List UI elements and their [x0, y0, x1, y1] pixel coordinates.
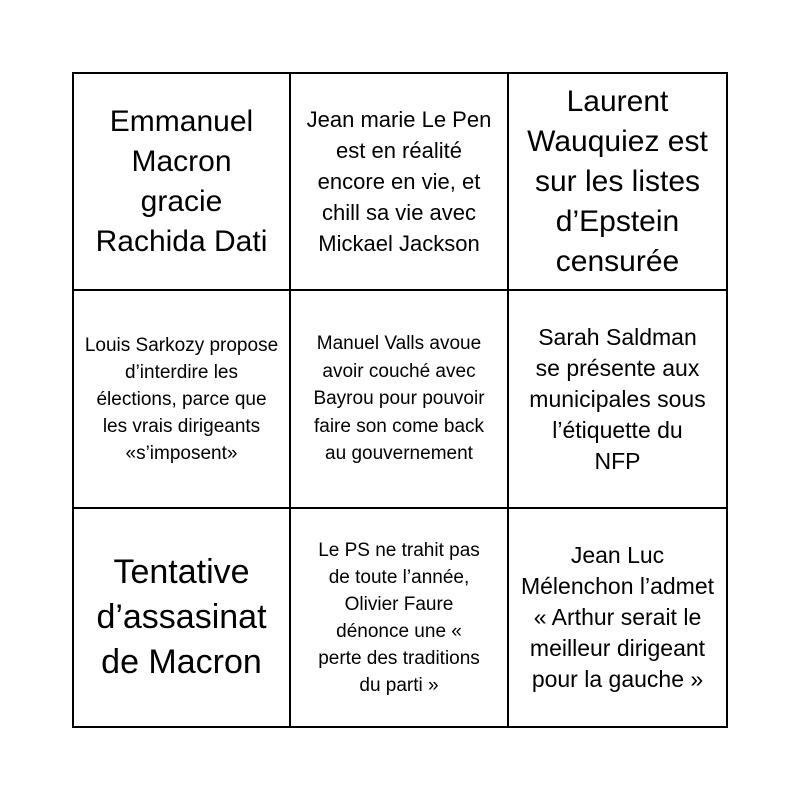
bingo-cell-7-text: Tentative d’assasinat de Macron	[96, 553, 267, 681]
bingo-cell-2-text: Jean marie Le Pen est en réalité encore en vie, et chill sa vie avec Mickael Jackson	[306, 107, 492, 256]
bingo-cell-1[interactable]	[74, 74, 291, 291]
bingo-card	[72, 72, 728, 728]
bingo-cell-7[interactable]	[74, 509, 291, 726]
bingo-cell-5-text: Manuel Valls avoue avoir couché avec Bayrou pour pouvoir faire son come back au gouvernement	[313, 333, 485, 465]
bingo-cell-3-text: Laurent Wauquiez est sur les listes d’Epstein censurée	[527, 84, 708, 278]
bingo-cell-4[interactable]	[74, 291, 291, 509]
bingo-cell-6[interactable]	[509, 291, 726, 509]
bingo-cell-3[interactable]	[509, 74, 726, 291]
bingo-cell-5[interactable]	[291, 291, 509, 509]
bingo-cell-9-text: Jean Luc Mélenchon l’admet « Arthur serait le meilleur dirigeant pour la gauche »	[520, 542, 715, 692]
bingo-cell-2[interactable]	[291, 74, 509, 291]
bingo-cell-8[interactable]	[291, 509, 509, 726]
bingo-cell-1-text: Emmanuel Macron gracie Rachida Dati	[95, 104, 268, 258]
bingo-cell-6-text: Sarah Saldman se présente aux municipales sous l’étiquette du NFP	[529, 323, 706, 474]
bingo-cell-4-text: Louis Sarkozy propose d’interdire les élections, parce que les vrais dirigeants «s’imposent»	[84, 334, 279, 464]
bingo-cell-9[interactable]	[509, 509, 726, 726]
bingo-cell-8-text: Le PS ne trahit pas de toute l’année, Olivier Faure dénonce une « perte des traditions du parti »	[318, 539, 480, 696]
